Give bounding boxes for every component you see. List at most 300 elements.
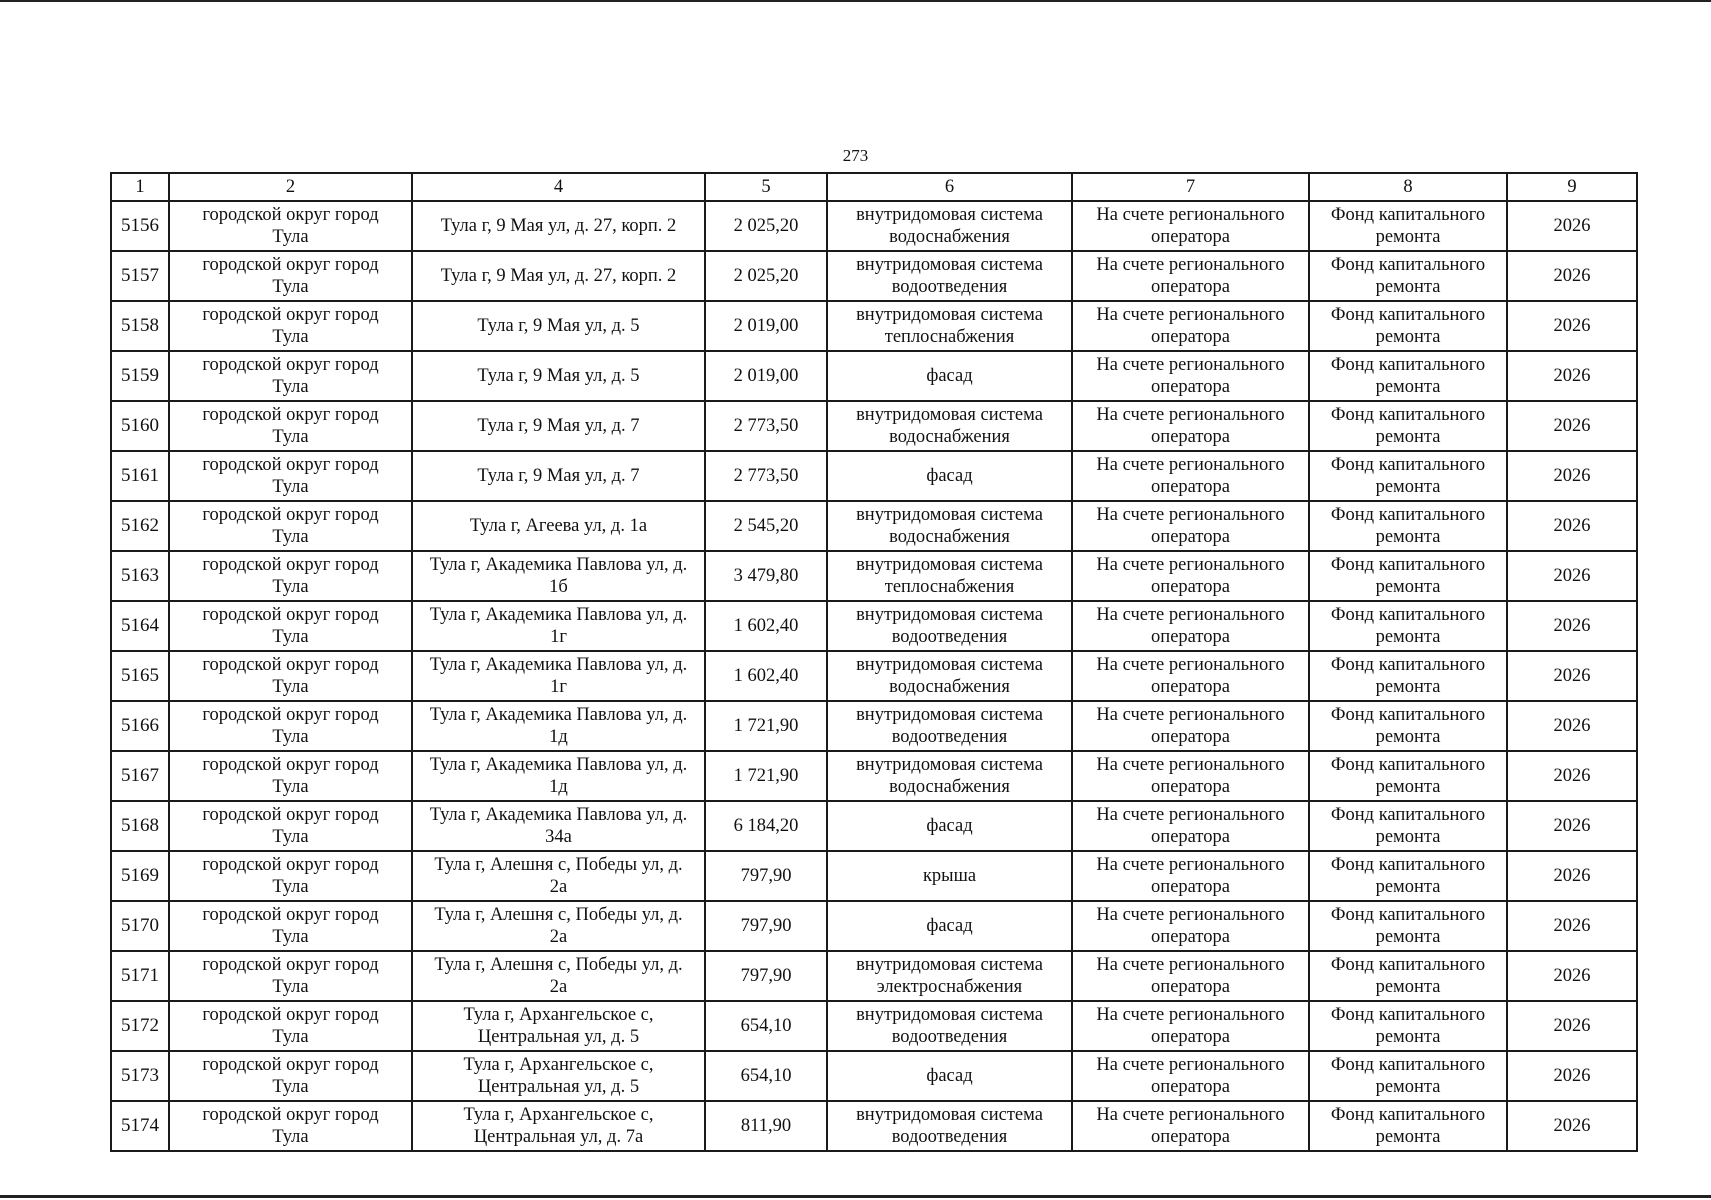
district-cell-line: Тула — [272, 877, 309, 897]
repair-work-cell-line: водоотведения — [891, 1127, 1008, 1147]
address-cell-line: 1б — [549, 577, 568, 597]
account-cell — [1072, 551, 1309, 601]
repair-work-cell-line: внутридомовая система — [856, 955, 1043, 975]
address-cell-line: 1д — [549, 777, 568, 797]
repair-work-cell-line: внутридомовая система — [856, 505, 1043, 525]
district-cell — [169, 401, 412, 451]
address-cell — [412, 201, 705, 251]
repair-work-cell-line: водоотведения — [891, 727, 1008, 747]
repair-work-cell-line: внутридомовая система — [856, 405, 1043, 425]
district-cell — [169, 551, 412, 601]
funding-source-cell — [1309, 451, 1507, 501]
district-cell — [169, 251, 412, 301]
area-value-cell: 2 019,00 — [705, 301, 827, 351]
funding-source-cell-line: ремонта — [1375, 977, 1441, 997]
repair-work-cell-line: внутридомовая система — [856, 255, 1043, 275]
row-number-cell: 5162 — [111, 501, 169, 551]
funding-source-cell-line: ремонта — [1375, 327, 1441, 347]
table-row — [111, 801, 1637, 851]
account-cell-line: оператора — [1151, 927, 1230, 947]
account-cell-line: На счете регионального — [1096, 655, 1285, 675]
district-cell-line: Тула — [272, 727, 309, 747]
account-cell-line: оператора — [1151, 1027, 1230, 1047]
table-row — [111, 251, 1637, 301]
repair-work-cell — [827, 401, 1072, 451]
account-cell — [1072, 1051, 1309, 1101]
address-cell-line: Тула г, Академика Павлова ул, д. — [429, 805, 688, 825]
area-value-cell: 2 773,50 — [705, 401, 827, 451]
address-cell — [412, 851, 705, 901]
address-cell-line: Тула г, Академика Павлова ул, д. — [429, 755, 688, 775]
year-cell: 2026 — [1507, 351, 1637, 401]
address-cell-line: Тула г, 9 Мая ул, д. 7 — [477, 416, 640, 436]
funding-source-cell — [1309, 901, 1507, 951]
district-cell — [169, 201, 412, 251]
funding-source-cell-line: ремонта — [1375, 1127, 1441, 1147]
repair-work-cell — [827, 1051, 1072, 1101]
area-value-cell: 6 184,20 — [705, 801, 827, 851]
repair-work-cell — [827, 351, 1072, 401]
year-cell: 2026 — [1507, 701, 1637, 751]
column-header: 1 — [111, 173, 169, 201]
address-cell — [412, 701, 705, 751]
funding-source-cell-line: Фонд капитального — [1330, 605, 1486, 625]
area-value-cell: 654,10 — [705, 1051, 827, 1101]
funding-source-cell-line: Фонд капитального — [1330, 855, 1486, 875]
address-cell-line: Тула г, Алешня с, Победы ул, д. — [434, 905, 683, 925]
page-number: 273 — [842, 146, 869, 165]
table-row — [111, 901, 1637, 951]
account-cell-line: На счете регионального — [1096, 905, 1285, 925]
table-row — [111, 751, 1637, 801]
row-number-cell: 5164 — [111, 601, 169, 651]
address-cell-line: Тула г, Архангельское с, — [463, 1105, 654, 1125]
column-header: 6 — [827, 173, 1072, 201]
district-cell — [169, 801, 412, 851]
district-cell-line: городской округ город — [202, 755, 379, 775]
funding-source-cell-line: ремонта — [1375, 877, 1441, 897]
account-cell-line: оператора — [1151, 527, 1230, 547]
address-cell — [412, 451, 705, 501]
repair-work-cell-line: теплоснабжения — [884, 577, 1015, 597]
funding-source-cell — [1309, 701, 1507, 751]
funding-source-cell — [1309, 251, 1507, 301]
address-cell-line: Тула г, 9 Мая ул, д. 7 — [477, 466, 640, 486]
funding-source-cell-line: ремонта — [1375, 227, 1441, 247]
repair-work-cell-line: водоотведения — [891, 1027, 1008, 1047]
row-number-cell: 5172 — [111, 1001, 169, 1051]
district-cell-line: городской округ город — [202, 305, 379, 325]
address-cell-line: 2а — [549, 977, 568, 997]
year-cell: 2026 — [1507, 501, 1637, 551]
funding-source-cell-line: ремонта — [1375, 477, 1441, 497]
repair-work-cell-line: внутридомовая система — [856, 205, 1043, 225]
capital-repair-table — [110, 172, 1638, 1152]
district-cell-line: городской округ город — [202, 205, 379, 225]
table-body — [111, 201, 1637, 1151]
table-row — [111, 201, 1637, 251]
address-cell — [412, 301, 705, 351]
area-value-cell: 2 773,50 — [705, 451, 827, 501]
table-row — [111, 851, 1637, 901]
table-row — [111, 651, 1637, 701]
account-cell-line: оператора — [1151, 277, 1230, 297]
repair-work-cell-line: водоснабжения — [889, 427, 1010, 447]
repair-work-cell-line: электроснабжения — [876, 977, 1023, 997]
address-cell-line: Тула г, Архангельское с, — [463, 1005, 654, 1025]
account-cell — [1072, 1001, 1309, 1051]
repair-work-cell — [827, 751, 1072, 801]
repair-work-cell — [827, 901, 1072, 951]
account-cell — [1072, 401, 1309, 451]
funding-source-cell — [1309, 951, 1507, 1001]
year-cell: 2026 — [1507, 1051, 1637, 1101]
district-cell-line: Тула — [272, 1077, 309, 1097]
funding-source-cell-line: Фонд капитального — [1330, 705, 1486, 725]
address-cell-line: Тула г, 9 Мая ул, д. 5 — [477, 366, 640, 386]
district-cell — [169, 1001, 412, 1051]
repair-work-cell — [827, 201, 1072, 251]
funding-source-cell-line: Фонд капитального — [1330, 455, 1486, 475]
account-cell-line: оператора — [1151, 227, 1230, 247]
area-value-cell: 654,10 — [705, 1001, 827, 1051]
funding-source-cell-line: ремонта — [1375, 577, 1441, 597]
year-cell: 2026 — [1507, 851, 1637, 901]
funding-source-cell — [1309, 551, 1507, 601]
district-cell-line: Тула — [272, 627, 309, 647]
funding-source-cell — [1309, 501, 1507, 551]
repair-work-cell-line: внутридомовая система — [856, 305, 1043, 325]
repair-work-cell — [827, 1101, 1072, 1151]
district-cell — [169, 301, 412, 351]
table-row — [111, 601, 1637, 651]
address-cell — [412, 901, 705, 951]
row-number-cell: 5168 — [111, 801, 169, 851]
funding-source-cell — [1309, 651, 1507, 701]
account-cell — [1072, 501, 1309, 551]
year-cell: 2026 — [1507, 601, 1637, 651]
account-cell-line: оператора — [1151, 377, 1230, 397]
area-value-cell: 811,90 — [705, 1101, 827, 1151]
table-row — [111, 951, 1637, 1001]
funding-source-cell — [1309, 751, 1507, 801]
account-cell-line: На счете регионального — [1096, 255, 1285, 275]
funding-source-cell-line: ремонта — [1375, 1077, 1441, 1097]
row-number-cell: 5157 — [111, 251, 169, 301]
area-value-cell: 2 025,20 — [705, 201, 827, 251]
repair-work-cell-line: водоснабжения — [889, 227, 1010, 247]
district-cell-line: городской округ город — [202, 405, 379, 425]
funding-source-cell-line: ремонта — [1375, 377, 1441, 397]
year-cell: 2026 — [1507, 751, 1637, 801]
year-cell: 2026 — [1507, 551, 1637, 601]
row-number-cell: 5165 — [111, 651, 169, 701]
account-cell — [1072, 951, 1309, 1001]
repair-work-cell-line: водоотведения — [891, 627, 1008, 647]
account-cell-line: На счете регионального — [1096, 1105, 1285, 1125]
repair-work-cell — [827, 651, 1072, 701]
funding-source-cell-line: ремонта — [1375, 777, 1441, 797]
funding-source-cell-line: Фонд капитального — [1330, 905, 1486, 925]
funding-source-cell-line: Фонд капитального — [1330, 805, 1486, 825]
row-number-cell: 5167 — [111, 751, 169, 801]
column-header: 9 — [1507, 173, 1637, 201]
repair-work-cell-line: водоснабжения — [889, 777, 1010, 797]
district-cell-line: Тула — [272, 527, 309, 547]
funding-source-cell-line: ремонта — [1375, 277, 1441, 297]
account-cell-line: На счете регионального — [1096, 505, 1285, 525]
address-cell-line: Тула г, 9 Мая ул, д. 27, корп. 2 — [440, 266, 677, 286]
row-number-cell: 5174 — [111, 1101, 169, 1151]
row-number-cell: 5169 — [111, 851, 169, 901]
district-cell-line: Тула — [272, 477, 309, 497]
year-cell: 2026 — [1507, 1001, 1637, 1051]
funding-source-cell-line: Фонд капитального — [1330, 955, 1486, 975]
repair-work-cell-line: водоснабжения — [889, 677, 1010, 697]
address-cell — [412, 251, 705, 301]
year-cell: 2026 — [1507, 801, 1637, 851]
account-cell-line: оператора — [1151, 577, 1230, 597]
repair-work-cell-line: внутридомовая система — [856, 1105, 1043, 1125]
address-cell — [412, 651, 705, 701]
district-cell-line: Тула — [272, 827, 309, 847]
address-cell-line: Тула г, Алешня с, Победы ул, д. — [434, 955, 683, 975]
account-cell — [1072, 651, 1309, 701]
column-header: 4 — [412, 173, 705, 201]
area-value-cell: 2 025,20 — [705, 251, 827, 301]
account-cell — [1072, 251, 1309, 301]
table-row — [111, 501, 1637, 551]
district-cell-line: Тула — [272, 927, 309, 947]
district-cell-line: городской округ город — [202, 1055, 379, 1075]
column-header: 2 — [169, 173, 412, 201]
district-cell-line: городской округ город — [202, 355, 379, 375]
repair-work-cell-line: внутридомовая система — [856, 555, 1043, 575]
district-cell — [169, 1101, 412, 1151]
address-cell — [412, 351, 705, 401]
account-cell — [1072, 351, 1309, 401]
district-cell — [169, 451, 412, 501]
account-cell-line: На счете регионального — [1096, 405, 1285, 425]
district-cell — [169, 601, 412, 651]
funding-source-cell — [1309, 401, 1507, 451]
address-cell — [412, 401, 705, 451]
funding-source-cell-line: Фонд капитального — [1330, 1105, 1486, 1125]
funding-source-cell-line: Фонд капитального — [1330, 755, 1486, 775]
repair-work-cell-line: фасад — [926, 816, 973, 836]
repair-work-cell-line: теплоснабжения — [884, 327, 1015, 347]
account-cell-line: На счете регионального — [1096, 355, 1285, 375]
address-cell-line: Тула г, Архангельское с, — [463, 1055, 654, 1075]
row-number-cell: 5166 — [111, 701, 169, 751]
area-value-cell: 797,90 — [705, 901, 827, 951]
account-cell-line: оператора — [1151, 677, 1230, 697]
funding-source-cell-line: Фонд капитального — [1330, 505, 1486, 525]
funding-source-cell — [1309, 201, 1507, 251]
account-cell-line: оператора — [1151, 427, 1230, 447]
account-cell-line: На счете регионального — [1096, 855, 1285, 875]
area-value-cell: 1 721,90 — [705, 701, 827, 751]
funding-source-cell-line: ремонта — [1375, 527, 1441, 547]
funding-source-cell — [1309, 1101, 1507, 1151]
repair-work-cell — [827, 801, 1072, 851]
table-row — [111, 701, 1637, 751]
account-cell-line: На счете регионального — [1096, 1055, 1285, 1075]
account-cell-line: оператора — [1151, 477, 1230, 497]
district-cell-line: городской округ город — [202, 455, 379, 475]
district-cell-line: Тула — [272, 427, 309, 447]
district-cell-line: Тула — [272, 577, 309, 597]
funding-source-cell-line: Фонд капитального — [1330, 305, 1486, 325]
district-cell-line: городской округ город — [202, 655, 379, 675]
funding-source-cell — [1309, 851, 1507, 901]
repair-work-cell-line: фасад — [926, 1066, 973, 1086]
funding-source-cell — [1309, 1001, 1507, 1051]
row-number-cell: 5173 — [111, 1051, 169, 1101]
district-cell-line: Тула — [272, 277, 309, 297]
district-cell-line: городской округ город — [202, 255, 379, 275]
repair-work-cell — [827, 951, 1072, 1001]
account-cell — [1072, 851, 1309, 901]
account-cell-line: На счете регионального — [1096, 605, 1285, 625]
funding-source-cell-line: Фонд капитального — [1330, 205, 1486, 225]
area-value-cell: 1 602,40 — [705, 651, 827, 701]
district-cell-line: городской округ город — [202, 855, 379, 875]
account-cell-line: оператора — [1151, 727, 1230, 747]
address-cell-line: 1г — [550, 627, 567, 647]
district-cell — [169, 701, 412, 751]
account-cell-line: оператора — [1151, 627, 1230, 647]
row-number-cell: 5156 — [111, 201, 169, 251]
repair-work-cell-line: водоотведения — [891, 277, 1008, 297]
account-cell-line: На счете регионального — [1096, 705, 1285, 725]
district-cell-line: Тула — [272, 977, 309, 997]
year-cell: 2026 — [1507, 451, 1637, 501]
district-cell — [169, 901, 412, 951]
year-cell: 2026 — [1507, 251, 1637, 301]
column-header: 8 — [1309, 173, 1507, 201]
repair-work-cell-line: внутридомовая система — [856, 755, 1043, 775]
address-cell-line: 2а — [549, 877, 568, 897]
account-cell-line: На счете регионального — [1096, 205, 1285, 225]
funding-source-cell-line: ремонта — [1375, 427, 1441, 447]
account-cell-line: оператора — [1151, 327, 1230, 347]
funding-source-cell-line: ремонта — [1375, 677, 1441, 697]
account-cell-line: оператора — [1151, 977, 1230, 997]
account-cell-line: оператора — [1151, 1127, 1230, 1147]
account-cell — [1072, 751, 1309, 801]
funding-source-cell — [1309, 351, 1507, 401]
bottom-border-line — [0, 1195, 1711, 1198]
account-cell — [1072, 701, 1309, 751]
repair-work-cell — [827, 451, 1072, 501]
address-cell-line: 1г — [550, 677, 567, 697]
district-cell-line: городской округ город — [202, 505, 379, 525]
address-cell-line: Тула г, Академика Павлова ул, д. — [429, 705, 688, 725]
year-cell: 2026 — [1507, 401, 1637, 451]
area-value-cell: 1 721,90 — [705, 751, 827, 801]
account-cell-line: На счете регионального — [1096, 805, 1285, 825]
address-cell-line: Центральная ул, д. 5 — [477, 1077, 640, 1097]
address-cell-line: Центральная ул, д. 7а — [473, 1127, 644, 1147]
account-cell — [1072, 301, 1309, 351]
funding-source-cell-line: Фонд капитального — [1330, 405, 1486, 425]
row-number-cell: 5161 — [111, 451, 169, 501]
repair-work-cell-line: внутридомовая система — [856, 1005, 1043, 1025]
repair-work-cell-line: фасад — [926, 466, 973, 486]
table-row — [111, 551, 1637, 601]
address-cell — [412, 951, 705, 1001]
repair-work-cell-line: фасад — [926, 916, 973, 936]
row-number-cell: 5158 — [111, 301, 169, 351]
top-border-line — [0, 0, 1711, 2]
district-cell-line: городской округ город — [202, 905, 379, 925]
column-header: 5 — [705, 173, 827, 201]
account-cell-line: оператора — [1151, 1077, 1230, 1097]
account-cell — [1072, 901, 1309, 951]
table-row — [111, 1101, 1637, 1151]
address-cell-line: 2а — [549, 927, 568, 947]
account-cell-line: оператора — [1151, 777, 1230, 797]
address-cell — [412, 551, 705, 601]
year-cell: 2026 — [1507, 951, 1637, 1001]
account-cell — [1072, 451, 1309, 501]
account-cell-line: На счете регионального — [1096, 555, 1285, 575]
year-cell: 2026 — [1507, 1101, 1637, 1151]
district-cell-line: Тула — [272, 1127, 309, 1147]
district-cell-line: городской округ город — [202, 705, 379, 725]
district-cell-line: городской округ город — [202, 1105, 379, 1125]
row-number-cell: 5170 — [111, 901, 169, 951]
district-cell-line: Тула — [272, 227, 309, 247]
repair-work-cell — [827, 301, 1072, 351]
table-row — [111, 301, 1637, 351]
year-cell: 2026 — [1507, 651, 1637, 701]
district-cell-line: Тула — [272, 1027, 309, 1047]
district-cell — [169, 351, 412, 401]
funding-source-cell-line: Фонд капитального — [1330, 355, 1486, 375]
district-cell-line: Тула — [272, 377, 309, 397]
account-cell-line: На счете регионального — [1096, 955, 1285, 975]
year-cell: 2026 — [1507, 301, 1637, 351]
repair-work-cell-line: крыша — [922, 866, 977, 886]
repair-work-cell — [827, 501, 1072, 551]
table-row — [111, 1051, 1637, 1101]
address-cell-line: Тула г, Агеева ул, д. 1а — [469, 516, 648, 536]
account-cell-line: оператора — [1151, 877, 1230, 897]
district-cell — [169, 1051, 412, 1101]
funding-source-cell — [1309, 801, 1507, 851]
repair-work-cell — [827, 551, 1072, 601]
address-cell — [412, 601, 705, 651]
repair-work-cell — [827, 601, 1072, 651]
district-cell-line: городской округ город — [202, 955, 379, 975]
repair-work-cell — [827, 251, 1072, 301]
district-cell — [169, 751, 412, 801]
address-cell-line: 34а — [545, 827, 572, 847]
account-cell-line: На счете регионального — [1096, 755, 1285, 775]
header-row — [111, 173, 1637, 201]
address-cell-line: Тула г, Академика Павлова ул, д. — [429, 555, 688, 575]
district-cell-line: Тула — [272, 777, 309, 797]
funding-source-cell-line: Фонд капитального — [1330, 1005, 1486, 1025]
row-number-cell: 5160 — [111, 401, 169, 451]
row-number-cell: 5159 — [111, 351, 169, 401]
row-number-cell: 5171 — [111, 951, 169, 1001]
year-cell: 2026 — [1507, 901, 1637, 951]
account-cell-line: На счете регионального — [1096, 305, 1285, 325]
district-cell — [169, 651, 412, 701]
